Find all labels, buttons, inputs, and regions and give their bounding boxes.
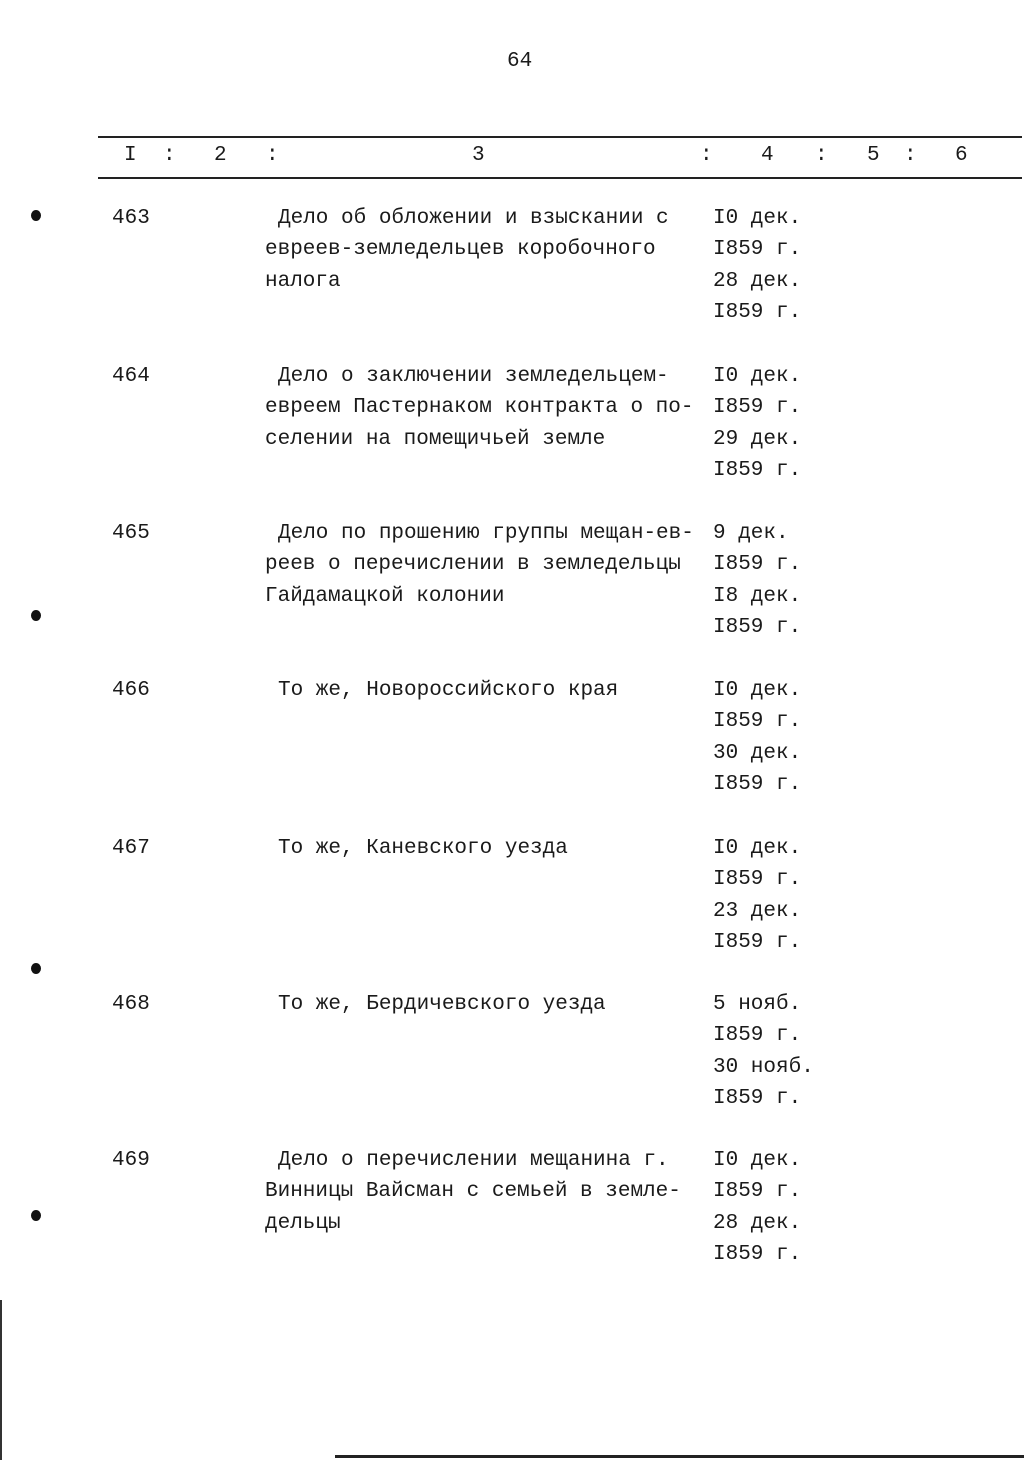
date-line: I859 г. [713,930,802,954]
col-sep: : [700,144,713,167]
date-line: 9 дек. [713,522,789,545]
description-line: Дело о заключении земледельцем- [278,365,669,388]
col-header-1: I [124,144,137,167]
entry-description [265,675,618,706]
entry-number: 469 [112,1149,150,1172]
entry-dates [713,361,801,486]
header-bottom-rule [98,177,1022,179]
description-line: Гайдамацкой колонии [265,584,505,608]
description-line: реев о перечислении в земледельцы [265,553,681,577]
date-line: 30 дек. [713,741,802,765]
date-line: I859 г. [713,458,802,482]
description-line: дельцы [265,1211,341,1235]
entry-description [265,1145,681,1239]
punch-hole [31,210,41,221]
entry-number: 465 [112,522,150,545]
date-line: I859 г. [713,1242,802,1266]
date-line: I859 г. [713,553,802,577]
date-line: I859 г. [713,772,802,796]
description-line: Дело об обложении и взыскании с [278,207,669,230]
entry-description [265,203,669,297]
date-line: 5 нояб. [713,993,802,1016]
entry-dates [713,833,801,958]
header-top-rule [98,136,1022,138]
date-line: 28 дек. [713,1211,802,1235]
punch-hole [31,610,41,621]
col-sep: : [904,144,917,167]
description-line: Дело по прошению группы мещан-ев- [278,522,694,545]
entry-description [265,833,568,864]
entry-number: 464 [112,365,150,388]
entry-dates [713,1145,801,1270]
date-line: I859 г. [713,1180,802,1204]
date-line: I859 г. [713,710,802,734]
entry-number: 463 [112,207,150,230]
description-line: То же, Бердичевского уезда [278,993,606,1016]
date-line: I859 г. [713,868,802,892]
entry-description [265,518,694,612]
col-sep: : [163,144,176,167]
entry-number: 466 [112,679,150,702]
date-line: I859 г. [713,396,802,420]
date-line: I859 г. [713,615,802,639]
description-line: налога [265,269,341,293]
date-line: I859 г. [713,300,802,324]
col-header-3: 3 [472,144,485,167]
col-header-4: 4 [761,144,774,167]
description-line: Дело о перечислении мещанина г. [278,1149,669,1172]
col-header-5: 5 [867,144,880,167]
punch-hole [31,1210,41,1221]
entry-dates [713,989,814,1114]
entry-dates [713,518,801,643]
date-line: I0 дек. [713,365,802,388]
description-line: То же, Новороссийского края [278,679,619,702]
col-header-2: 2 [214,144,227,167]
date-line: I0 дек. [713,1149,802,1172]
description-line: Винницы Вайсман с семьей в земле- [265,1180,681,1204]
date-line: 30 нояб. [713,1055,814,1079]
date-line: 23 дек. [713,899,802,923]
date-line: 29 дек. [713,427,802,451]
entry-number: 467 [112,837,150,860]
col-sep: : [815,144,828,167]
date-line: I0 дек. [713,679,802,702]
bottom-edge-line [335,1455,1024,1458]
col-header-6: 6 [955,144,968,167]
entry-description [265,989,606,1020]
description-line: евреев-земледельцев коробочного [265,238,656,262]
punch-hole [31,963,41,974]
date-line: I859 г. [713,238,802,262]
entry-dates [713,675,801,800]
description-line: евреем Пастернаком контракта о по- [265,396,694,420]
page-number: 64 [507,50,533,73]
date-line: I0 дек. [713,837,802,860]
col-sep: : [266,144,279,167]
date-line: I8 дек. [713,584,802,608]
entry-dates [713,203,801,328]
date-line: I0 дек. [713,207,802,230]
description-line: То же, Каневского уезда [278,837,568,860]
date-line: I859 г. [713,1024,802,1048]
entry-description [265,361,693,455]
date-line: 28 дек. [713,269,802,293]
date-line: I859 г. [713,1086,802,1110]
page-edge-line [0,1300,2,1460]
description-line: селении на помещичьей земле [265,427,606,451]
entry-number: 468 [112,993,150,1016]
